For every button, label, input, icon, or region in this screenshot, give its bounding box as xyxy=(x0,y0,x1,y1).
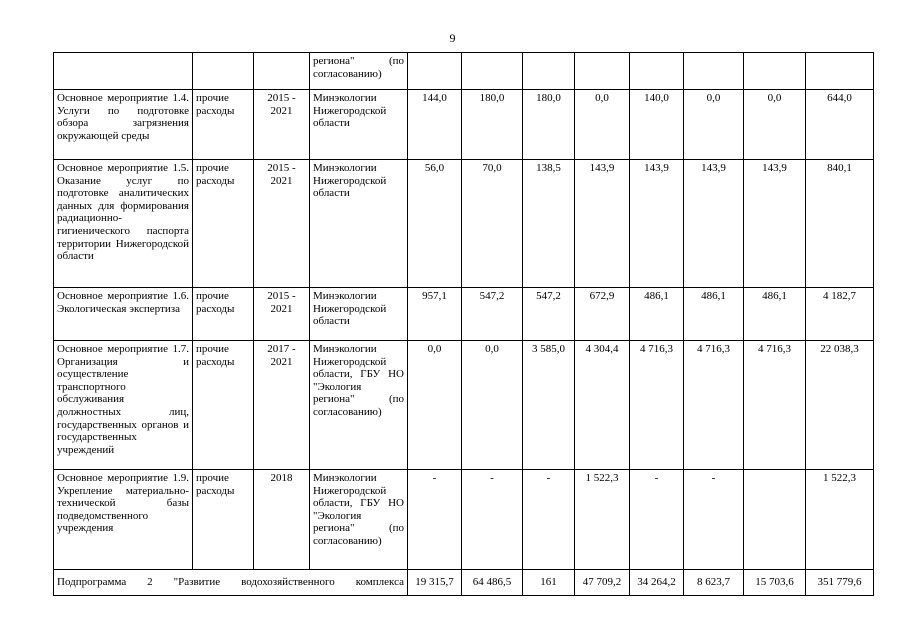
table-row xyxy=(54,341,874,470)
amount-cell: - xyxy=(523,470,575,570)
amount-cell: 138,5 xyxy=(523,160,575,288)
amount-cell xyxy=(523,53,575,90)
period: 2015 - 2021 xyxy=(254,160,310,288)
amount-cell: 0,0 xyxy=(744,90,806,160)
activity-name xyxy=(54,53,193,90)
amount-cell: 143,9 xyxy=(630,160,684,288)
subprogram-title: Подпрограмма 2 "Развитие водохозяйственного комплекса xyxy=(54,570,408,596)
amount-cell: - xyxy=(630,470,684,570)
period xyxy=(254,53,310,90)
amount-cell: 486,1 xyxy=(744,288,806,341)
amount-cell: 180,0 xyxy=(523,90,575,160)
amount-cell: 4 716,3 xyxy=(684,341,744,470)
funding-source: прочие расходы xyxy=(193,90,254,160)
subprogram-summary-row xyxy=(54,570,874,596)
amount-cell: - xyxy=(408,470,462,570)
executor: региона" (по согласованию) xyxy=(310,53,408,90)
amount-cell: 143,9 xyxy=(684,160,744,288)
amount-cell: - xyxy=(684,470,744,570)
amount-cell: 547,2 xyxy=(462,288,523,341)
total-cell: 840,1 xyxy=(806,160,874,288)
executor: Минэкологии Нижегородской области xyxy=(310,90,408,160)
amount-cell: 143,9 xyxy=(744,160,806,288)
table-row xyxy=(54,53,874,90)
period: 2018 xyxy=(254,470,310,570)
activity-name: Основное мероприятие 1.6. Экологическая экспертиза xyxy=(54,288,193,341)
amount-cell: 180,0 xyxy=(462,90,523,160)
amount-cell xyxy=(744,470,806,570)
period: 2017 - 2021 xyxy=(254,341,310,470)
amount-cell: 4 304,4 xyxy=(575,341,630,470)
table-row xyxy=(54,288,874,341)
amount-cell: 0,0 xyxy=(575,90,630,160)
amount-cell: 70,0 xyxy=(462,160,523,288)
period: 2015 - 2021 xyxy=(254,288,310,341)
funding-source: прочие расходы xyxy=(193,160,254,288)
amount-cell xyxy=(462,53,523,90)
activity-name: Основное мероприятие 1.9. Укрепление материально-технической базы подведомственного учреждения xyxy=(54,470,193,570)
amount-cell: 486,1 xyxy=(684,288,744,341)
amount-cell: 547,2 xyxy=(523,288,575,341)
activity-name: Основное мероприятие 1.5. Оказание услуг по подготовке аналитических данных для формирования радиационно-гигиенического паспорта территории Нижегородской области xyxy=(54,160,193,288)
funding-source: прочие расходы xyxy=(193,470,254,570)
amount-cell xyxy=(408,53,462,90)
amount-cell: 15 703,6 xyxy=(744,570,806,596)
amount-cell: 672,9 xyxy=(575,288,630,341)
amount-cell xyxy=(684,53,744,90)
amount-cell: 19 315,7 xyxy=(408,570,462,596)
executor: Минэкологии Нижегородской области, ГБУ НО "Экология региона" (по согласованию) xyxy=(310,341,408,470)
executor: Минэкологии Нижегородской области xyxy=(310,160,408,288)
amount-cell: 4 716,3 xyxy=(630,341,684,470)
amount-cell: 47 709,2 xyxy=(575,570,630,596)
amount-cell: 140,0 xyxy=(630,90,684,160)
page-number: 9 xyxy=(449,31,456,45)
total-cell: 1 522,3 xyxy=(806,470,874,570)
executor: Минэкологии Нижегородской области, ГБУ НО "Экология региона" (по согласованию) xyxy=(310,470,408,570)
amount-cell: 486,1 xyxy=(630,288,684,341)
funding-source: прочие расходы xyxy=(193,341,254,470)
amount-cell: 957,1 xyxy=(408,288,462,341)
amount-cell: - xyxy=(462,470,523,570)
activity-name: Основное мероприятие 1.4. Услуги по подготовке обзора загрязнения окружающей среды xyxy=(54,90,193,160)
amount-cell: 144,0 xyxy=(408,90,462,160)
amount-cell: 0,0 xyxy=(684,90,744,160)
amount-cell: 4 716,3 xyxy=(744,341,806,470)
amount-cell: 161 xyxy=(523,570,575,596)
amount-cell: 56,0 xyxy=(408,160,462,288)
executor: Минэкологии Нижегородской области xyxy=(310,288,408,341)
amount-cell: 3 585,0 xyxy=(523,341,575,470)
period: 2015 - 2021 xyxy=(254,90,310,160)
table-row xyxy=(54,160,874,288)
amount-cell: 0,0 xyxy=(408,341,462,470)
amount-cell: 143,9 xyxy=(575,160,630,288)
table-row xyxy=(54,470,874,570)
total-cell xyxy=(806,53,874,90)
total-cell: 4 182,7 xyxy=(806,288,874,341)
amount-cell: 1 522,3 xyxy=(575,470,630,570)
amount-cell: 34 264,2 xyxy=(630,570,684,596)
total-cell: 22 038,3 xyxy=(806,341,874,470)
total-cell: 644,0 xyxy=(806,90,874,160)
table-row xyxy=(54,90,874,160)
amount-cell: 64 486,5 xyxy=(462,570,523,596)
funding-source xyxy=(193,53,254,90)
activity-name: Основное мероприятие 1.7. Организация и осуществление транспортного обслуживания должностных лиц, государственных органов и государственных учреждений xyxy=(54,341,193,470)
amount-cell xyxy=(575,53,630,90)
amount-cell: 8 623,7 xyxy=(684,570,744,596)
amount-cell xyxy=(744,53,806,90)
budget-table xyxy=(53,52,874,596)
total-cell: 351 779,6 xyxy=(806,570,874,596)
funding-source: прочие расходы xyxy=(193,288,254,341)
amount-cell xyxy=(630,53,684,90)
amount-cell: 0,0 xyxy=(462,341,523,470)
